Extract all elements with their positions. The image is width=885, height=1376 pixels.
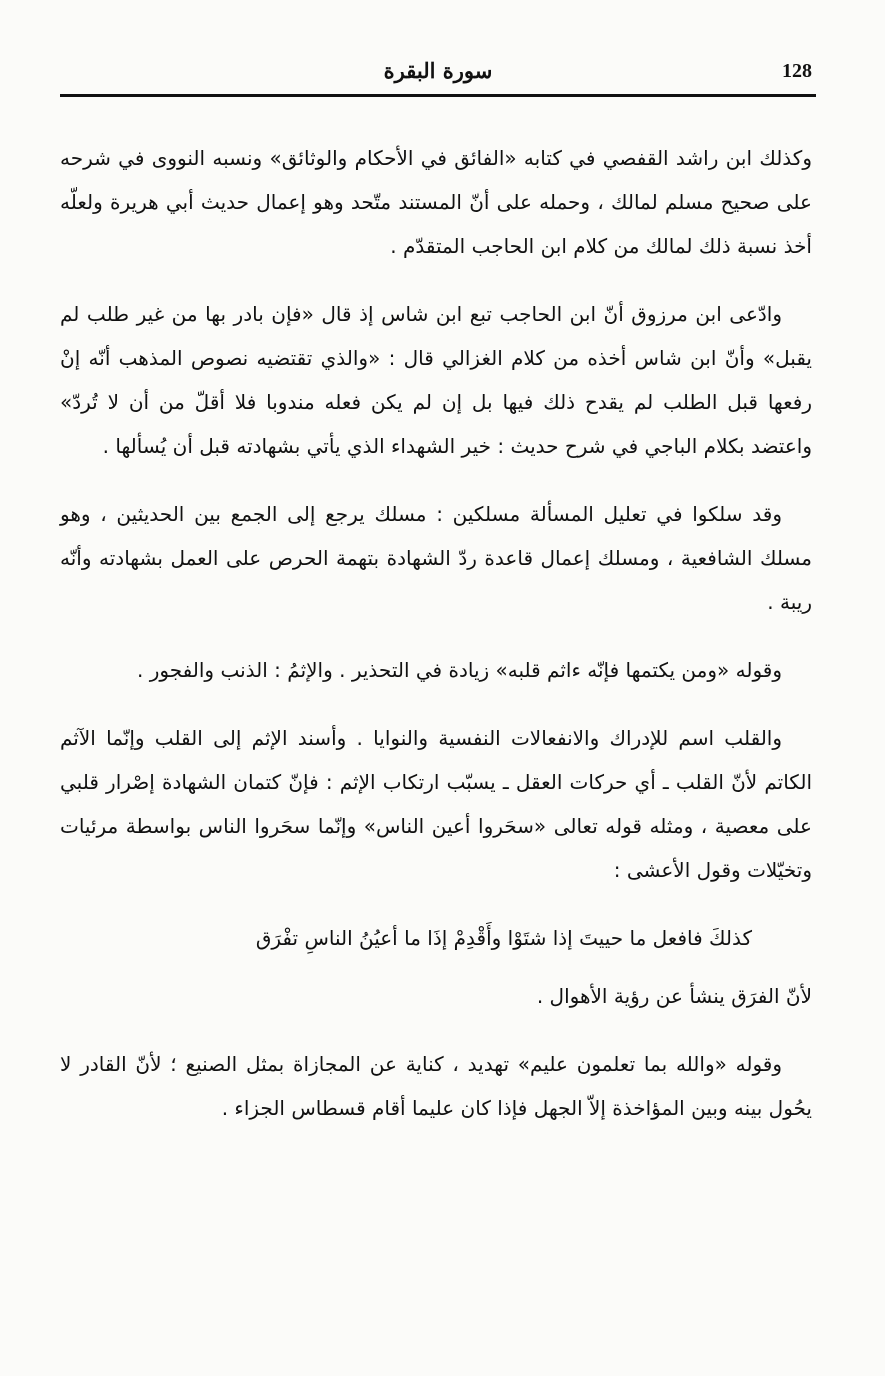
body-text bbox=[60, 136, 812, 1154]
header-rule bbox=[60, 94, 816, 97]
paragraph: وادّعى ابن مرزوق أنّ ابن الحاجب تبع ابن شاس إذ قال «فإن بادر بها من غير طلب لم يقبل» وأنّ ابن شاس أخذه من كلام الغزالي قال : «والذي تقتضيه نصوص المذهب أنّه إنْ رفعها قبل الطلب لم يقدح ذلك فيها بل إن لم يكن فعله مندوبا فلا أقلّ من أن لا تُردّ» واعتضد بكلام الباجي في شرح حديث : خير الشهداء الذي يأتي بشهادته قبل أن يُسألها . bbox=[60, 302, 812, 458]
poetry-verse: كذلكَ فافعل ما حييتَ إذا شتَوْا وأَقْدِمْ إذَا ما أعيُنُ الناسِ تفْرَق bbox=[255, 926, 752, 950]
running-title: سورة البقرة bbox=[383, 58, 493, 83]
paragraph: لأنّ الفرَق ينشأ عن رؤية الأهوال . bbox=[536, 984, 812, 1008]
page-header bbox=[60, 52, 816, 98]
page-number: 128 bbox=[782, 60, 812, 82]
paragraph: وقوله «ومن يكتمها فإنّه ءاثم قلبه» زيادة في التحذير . والإثمُ : الذنب والفجور . bbox=[137, 658, 782, 682]
paragraph: والقلب اسم للإدراك والانفعالات النفسية والنوايا . وأسند الإثم إلى القلب وإنّما الآثم الكاتم لأنّ القلب ـ أي حركات العقل ـ يسبّب ارتكاب الإثم : فإنّ كتمان الشهادة إصْرار قلبي على معصية ، ومثله قوله تعالى «سحَروا أعين الناس» وإنّما سحَروا الناس بواسطة مرئيات وتخيّلات وقول الأعشى : bbox=[60, 726, 812, 882]
paragraph: وكذلك ابن راشد القفصي في كتابه «الفائق في الأحكام والوثائق» ونسبه النووى في شرحه على صحيح مسلم لمالك ، وحمله على أنّ المستند متّحد وهو إعمال حديث أبي هريرة ولعلّه أخذ نسبة ذلك لمالك من كلام ابن الحاجب المتقدّم . bbox=[60, 146, 812, 258]
paragraph: وقد سلكوا في تعليل المسألة مسلكين : مسلك يرجع إلى الجمع بين الحديثين ، وهو مسلك الشافعية ، ومسلك إعمال قاعدة ردّ الشهادة بتهمة الحرص على العمل بشهادته وأنّه ريبة . bbox=[60, 502, 812, 614]
paragraph: وقوله «والله بما تعلمون عليم» تهديد ، كناية عن المجازاة بمثل الصنيع ؛ لأنّ القادر لا يحُول بينه وبين المؤاخذة إلاّ الجهل فإذا كان عليما أقام قسطاس الجزاء . bbox=[60, 1052, 812, 1120]
